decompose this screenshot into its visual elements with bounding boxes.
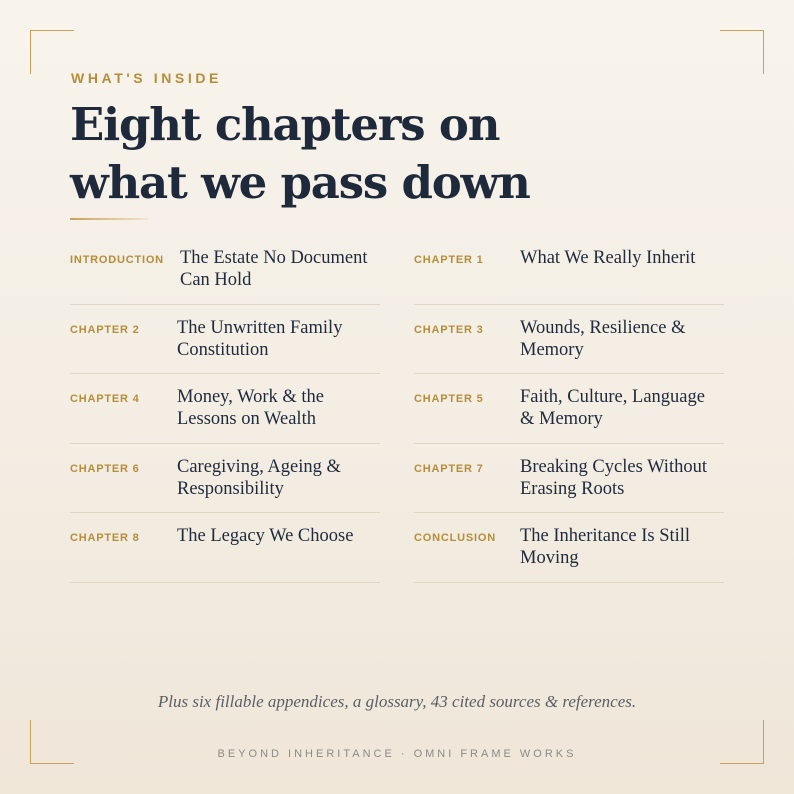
toc-entry-label: CHAPTER 6	[70, 462, 140, 475]
toc-entry-title-line-1: What We Really Inherit	[520, 248, 696, 268]
toc-entry-chapter-8	[70, 513, 380, 583]
toc-entry-label: CHAPTER 5	[414, 393, 484, 405]
corner-frame-top-left	[30, 30, 74, 74]
corner-frame-top-right	[720, 30, 764, 74]
toc-entry-chapter-4	[70, 374, 380, 444]
footnote: Plus six fillable appendices, a glossary, 43 cited sources & references.	[157, 692, 637, 711]
toc-entry-title-line-1: Faith, Culture, Language	[520, 387, 705, 407]
toc-entry-title	[520, 386, 705, 430]
title-divider	[70, 218, 148, 220]
toc-entry-title-line-1: Caregiving, Ageing &	[177, 456, 341, 477]
toc-entry-title-line-1: The Unwritten Family	[177, 317, 343, 338]
toc-entry-introduction	[70, 235, 380, 305]
page-title-line-2: what we pass down	[70, 156, 530, 209]
toc-column-left	[70, 235, 380, 583]
toc-entry-chapter-3	[414, 305, 724, 375]
toc-entry-label: CHAPTER 2	[70, 323, 140, 336]
toc-entry-label: CHAPTER 7	[414, 462, 484, 475]
toc-entry-title	[520, 247, 695, 269]
toc-entry-label: CHAPTER 8	[70, 532, 140, 544]
toc-entry-label: CONCLUSION	[414, 532, 496, 544]
toc-entry-chapter-5	[414, 374, 724, 444]
toc-entry-label: CHAPTER 4	[70, 393, 140, 405]
brand-footer: BEYOND INHERITANCE · OMNI FRAME WORKS	[217, 748, 577, 760]
toc-entry-title-line-2: & Memory	[520, 409, 603, 429]
toc-entry-title-line-1: The Estate No Document	[180, 248, 368, 268]
toc-entry-title	[520, 317, 686, 361]
toc-entry-title-line-1: The Legacy We Choose	[177, 526, 354, 546]
toc-entry-title	[177, 525, 353, 547]
toc-entry-title	[177, 317, 342, 361]
toc-entry-title-line-1: Breaking Cycles Without	[520, 456, 707, 477]
toc-entry-chapter-7	[414, 444, 724, 514]
toc-entry-title	[520, 525, 690, 569]
toc-entry-chapter-6	[70, 444, 380, 514]
toc-column-right	[414, 235, 724, 583]
toc-entry-title-line-2: Moving	[520, 548, 579, 568]
toc-entry-title	[180, 247, 368, 291]
toc-entry-chapter-2	[70, 305, 380, 375]
toc-entry-title	[177, 386, 324, 430]
eyebrow-label: WHAT'S INSIDE	[71, 70, 222, 86]
toc-entry-label: CHAPTER 1	[414, 254, 484, 266]
toc-entry-title-line-2: Memory	[520, 339, 584, 360]
toc-entry-title-line-1: Money, Work & the	[177, 387, 325, 407]
toc-entry-title-line-1: Wounds, Resilience &	[520, 317, 686, 338]
toc-entry-label: INTRODUCTION	[70, 254, 164, 266]
toc-entry-title-line-2: Can Hold	[180, 270, 252, 290]
page-title	[70, 96, 730, 212]
toc-entry-conclusion	[414, 513, 724, 583]
toc-entry-title-line-2: Erasing Roots	[520, 478, 625, 499]
toc-entry-title-line-2: Responsibility	[177, 478, 284, 499]
toc-entry-title-line-2: Lessons on Wealth	[177, 409, 316, 429]
toc-entry-label: CHAPTER 3	[414, 323, 484, 336]
toc-entry-title	[520, 456, 707, 500]
page-title-line-1: Eight chapters on	[70, 98, 500, 151]
toc-entry-title	[177, 456, 341, 500]
toc-entry-chapter-1	[414, 235, 724, 305]
toc-entry-title-line-2: Constitution	[177, 339, 269, 360]
toc-entry-title-line-1: The Inheritance Is Still	[520, 526, 691, 546]
